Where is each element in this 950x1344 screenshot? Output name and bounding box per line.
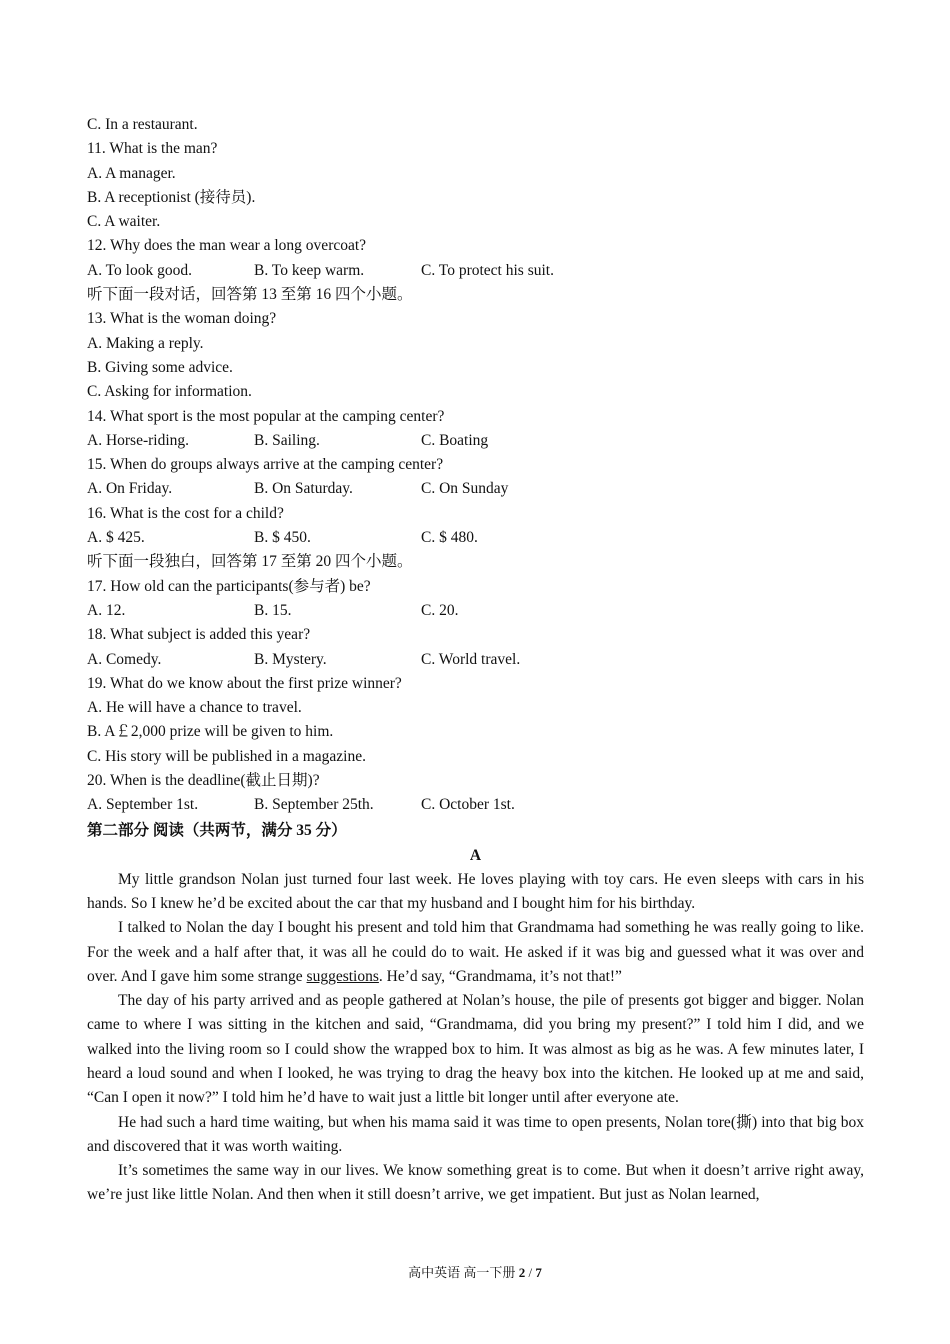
option-14c: C. Boating — [421, 431, 489, 449]
paragraph-2-part-2: . He’d say, “Grandmama, it’s not that!” — [378, 967, 622, 985]
question-16: 16. What is the cost for a child? — [87, 504, 284, 522]
options-17 — [87, 599, 864, 623]
question-18: 18. What subject is added this year? — [87, 626, 311, 644]
option-13b: B. Giving some advice. — [87, 358, 233, 376]
option-17c: C. 20. — [421, 601, 459, 619]
question-14: 14. What sport is the most popular at the camping center? — [87, 407, 445, 425]
option-18b: B. Mystery. — [254, 650, 327, 668]
option-20b: B. September 25th. — [254, 796, 374, 814]
question-11: 11. What is the man? — [87, 140, 218, 158]
page-content — [87, 113, 864, 1208]
footer-label: 高中英语 高一下册 — [408, 1265, 516, 1280]
option-19c: C. His story will be published in a magazine. — [87, 747, 366, 765]
question-12: 12. Why does the man wear a long overcoat? — [87, 237, 367, 255]
footer-separator: / — [528, 1265, 533, 1280]
question-17: 17. How old can the participants(参与者) be? — [87, 577, 371, 595]
option-15a: A. On Friday. — [87, 480, 173, 498]
option-17b: B. 15. — [254, 601, 292, 619]
question-19: 19. What do we know about the first prize winner? — [87, 674, 402, 692]
paragraph-3: The day of his party arrived and as people gathered at Nolan’s house, the pile of presents got bigger and bigger. Nolan came to where I was sitting in the kitchen and said, “Grandmama, did you bring my present?” I told him I did, and we walked into the living room so I could show the wrapped box to him. It was almost as big as he was. A few minutes later, I heard a loud sound and when I looked, he was trying to drag the heavy box into the kitchen. He looked up at me and said, “Can I open it now?” I told him he’d have to wait just a little bit longer until after everyone ate. — [87, 992, 864, 1107]
option-15c: C. On Sunday — [421, 480, 509, 498]
instruction-13-16: 听下面一段对话，回答第 13 至第 16 四个小题。 — [87, 286, 413, 304]
option-16c: C. $ 480. — [421, 529, 478, 547]
options-14 — [87, 429, 864, 453]
footer-page-total: 7 — [535, 1265, 542, 1280]
option-18c: C. World travel. — [421, 650, 521, 668]
question-20: 20. When is the deadline(截止日期)? — [87, 772, 320, 790]
option-13a: A. Making a reply. — [87, 334, 204, 352]
option-18a: A. Comedy. — [87, 650, 162, 668]
page-footer — [0, 1262, 950, 1281]
option-13c: C. Asking for information. — [87, 383, 252, 401]
underlined-word: suggestions — [306, 967, 379, 985]
option-20c: C. October 1st. — [421, 796, 515, 814]
option-10c: C. In a restaurant. — [87, 116, 198, 133]
passage-title: A — [469, 846, 482, 864]
paragraph-5: It’s sometimes the same way in our lives. We know something great is to come. But when it doesn’t arrive right away, we’re just like little Nolan. And then when it still doesn’t arrive, we get impatient. But just as Nolan learned, — [87, 1162, 864, 1204]
options-16 — [87, 526, 864, 550]
paragraph-2 — [87, 916, 864, 989]
option-11c: C. A waiter. — [87, 213, 161, 231]
option-12b: B. To keep warm. — [254, 261, 365, 279]
paragraph-4: He had such a hard time waiting, but when his mama said it was time to open presents, Nolan tore(撕) into that big box and discovered that it was worth waiting. — [87, 1113, 864, 1155]
option-14b: B. Sailing. — [254, 431, 320, 449]
option-11a: A. A manager. — [87, 164, 176, 182]
instruction-17-20: 听下面一段独白，回答第 17 至第 20 四个小题。 — [87, 553, 413, 571]
option-11b: B. A receptionist (接待员). — [87, 188, 256, 206]
options-18 — [87, 648, 864, 672]
question-13: 13. What is the woman doing? — [87, 310, 277, 328]
option-19b: B. A￡2,000 prize will be given to him. — [87, 723, 334, 741]
options-12 — [87, 259, 864, 283]
options-15 — [87, 477, 864, 501]
option-19a: A. He will have a chance to travel. — [87, 699, 302, 717]
footer-page-number: 2 — [518, 1265, 526, 1280]
option-16a: A. $ 425. — [87, 529, 145, 547]
paragraph-2-part-1: I talked to Nolan the day I bought his present and told him that Grandmama had something he was really going to like. For the week and a half after that, it was all he could do to wait. He asked if it was big and guessed what it was over and over. And I gave him some strange — [87, 919, 864, 985]
option-15b: B. On Saturday. — [254, 480, 353, 498]
option-14a: A. Horse-riding. — [87, 431, 190, 449]
question-15: 15. When do groups always arrive at the camping center? — [87, 456, 444, 474]
option-17a: A. 12. — [87, 601, 126, 619]
option-12a: A. To look good. — [87, 261, 192, 279]
paragraph-1: My little grandson Nolan just turned four last week. He loves playing with toy cars. He even sleeps with cars in his hands. So I knew he’d be excited about the car that my husband and I bought him for his birthday. — [87, 870, 864, 912]
options-20 — [87, 793, 864, 817]
option-20a: A. September 1st. — [87, 796, 199, 814]
option-16b: B. $ 450. — [254, 529, 311, 547]
section-title: 第二部分 阅读（共两节，满分 35 分） — [87, 821, 347, 839]
option-12c: C. To protect his suit. — [421, 261, 554, 279]
